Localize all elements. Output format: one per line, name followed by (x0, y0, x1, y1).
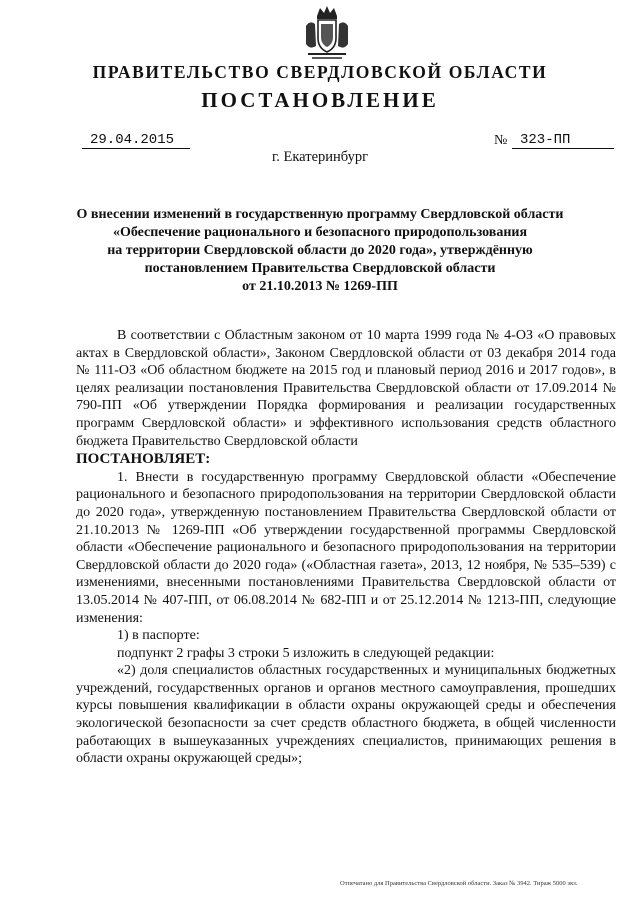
print-footer: Отпечатано для Правительства Свердловской области. Заказ № 3942. Тираж 5000 экз. (340, 880, 578, 887)
subitem-1: 1) в паспорте: (117, 628, 200, 644)
preamble-paragraph: В соответствии с Областным законом от 10 марта 1999 года № 4-ОЗ «О правовых актах в Свердловской области», Законом Свердловской области от 03 декабря 2014 года № 111-ОЗ «Об областном бюджете на 2015 год и плановый период 2016 и 2017 годов», в целях реализации постановления Правительства Свердловской области от 17.09.2014 № 790-ПП «Об утверждении Порядка формирования и реализации государственных программ Свердловской области» и эффективного использования средств областного бюджета Правительство Свердловской области (76, 328, 616, 449)
title-line: от 21.10.2013 № 1269-ПП (242, 279, 398, 294)
title-line: «Обеспечение рационального и безопасного природопользования (112, 225, 528, 240)
title-line: О внесении изменений в государственную программу Свердловской области (76, 207, 564, 222)
resolves-keyword: ПОСТАНОВЛЯЕТ: (76, 451, 211, 468)
government-name: ПРАВИТЕЛЬСТВО СВЕРДЛОВСКОЙ ОБЛАСТИ (92, 62, 548, 82)
coat-of-arms-emblem (300, 4, 354, 62)
document-title (60, 206, 580, 296)
item-1-paragraph: 1. Внести в государственную программу Свердловской области «Обеспечение рационального и безопасного природопользования на территории Свердловской области до 2020 года», утвержденную постановлением Правительства Свердловской области от 21.10.2013 № 1269-ПП «Об утверждении государственной программы Свердловской области «Обеспечение рационального и безопасного природопользования на территории Свердловской области до 2020 года» («Областная газета», 2013, 12 ноября, № 535–539) с изменениями, внесенными постановлениями Правительства Свердловской области от 13.05.2014 № 407-ПП, от 06.08.2014 № 682-ПП и от 25.12.2014 № 1213-ПП, следующие изменения: (76, 469, 616, 626)
number-sign: № (494, 133, 508, 148)
decree-date: 29.04.2015 (82, 132, 190, 149)
document-type: ПОСТАНОВЛЕНИЕ (201, 88, 439, 112)
title-line: постановлением Правительства Свердловской области (144, 261, 496, 276)
subitem-1-text: подпункт 2 графы 3 строки 5 изложить в следующей редакции: (117, 645, 495, 661)
city: г. Екатеринбург (271, 149, 369, 165)
title-line: на территории Свердловской области до 2020 года», утверждённую (107, 243, 533, 258)
decree-number: 323-ПП (512, 132, 614, 149)
document-body (76, 327, 616, 768)
quoted-text-paragraph: «2) доля специалистов областных государственных и муниципальных бюджетных учреждений, государственных органов и органов местного самоуправления, прошедших курсы повышения квалификации в области охраны окружающей среды и обеспечения экологической безопасности за счет средств областного бюджета, в общей численности работающих в вышеуказанных учреждениях специалистов, принимающих решения в области охраны окружающей среды»; (76, 663, 616, 767)
